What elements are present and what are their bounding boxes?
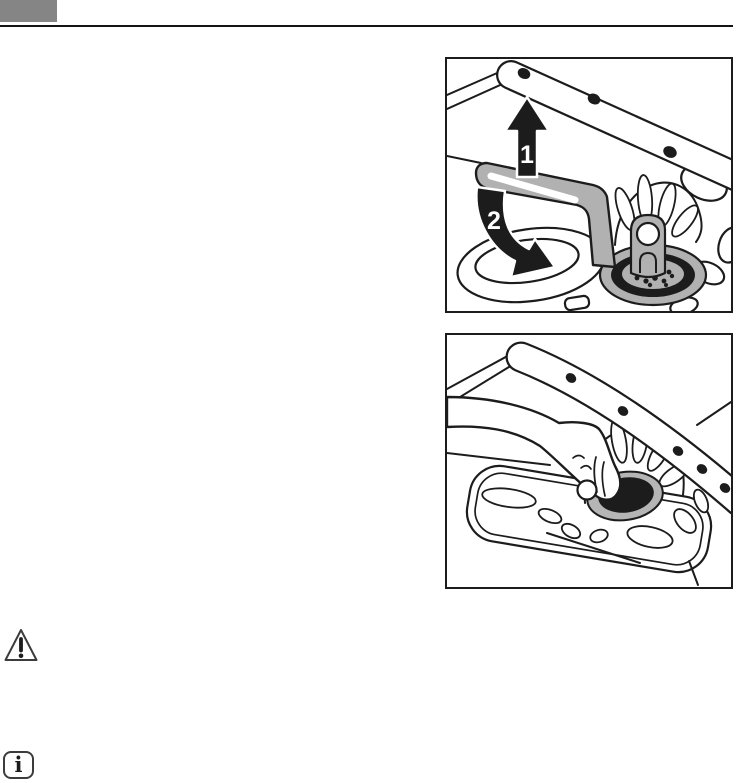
floor-molding bbox=[714, 224, 731, 266]
page-header bbox=[0, 0, 738, 28]
figure-filter-removal bbox=[445, 333, 733, 589]
info-icon bbox=[3, 751, 34, 779]
figure-filter-removal-canvas bbox=[447, 335, 731, 587]
info-icon-glyph: i bbox=[14, 752, 23, 777]
filter-lock-tab bbox=[631, 215, 665, 277]
section-marker bbox=[0, 0, 57, 22]
header-rule bbox=[0, 25, 733, 27]
tub-edge-line bbox=[697, 402, 731, 425]
figure-filter-unlock bbox=[445, 57, 733, 313]
tub-floor-line bbox=[447, 453, 550, 465]
step-1-label: 1 bbox=[520, 141, 534, 169]
step-2-label: 2 bbox=[487, 207, 501, 235]
floor-molding bbox=[564, 295, 590, 311]
tub-edge-line bbox=[447, 70, 504, 95]
thumb bbox=[578, 481, 597, 500]
tub-edge-line bbox=[447, 156, 481, 163]
up-arrow bbox=[505, 97, 549, 177]
warning-triangle-icon bbox=[4, 627, 38, 663]
tub-edge-line bbox=[447, 81, 509, 109]
figure-filter-unlock-canvas bbox=[447, 59, 731, 311]
